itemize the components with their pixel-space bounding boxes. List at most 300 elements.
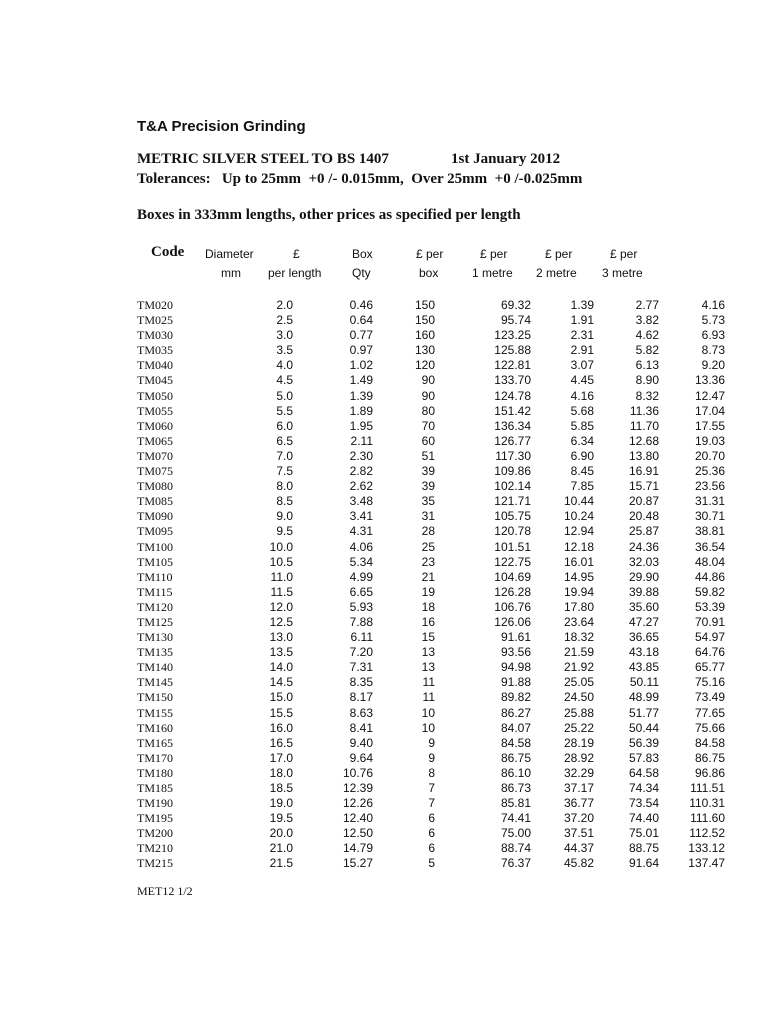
cell-price-per-box: 86.73 [500,781,531,795]
cell-diameter: 18.0 [269,765,293,780]
cell-box-qty: 9 [428,750,435,765]
cell-diameter: 3.5 [276,343,293,358]
cell-diameter: 4.0 [276,358,293,373]
cell-price-per-1m: 3.07 [570,358,594,373]
table-row [137,509,725,524]
cell-price-per-length: 12.50 [342,826,373,841]
cell-diameter: 9.0 [276,509,293,524]
cell-code: TM065 [137,433,173,448]
cell-box-qty: 28 [421,524,435,539]
cell-box-qty: 11 [422,690,435,705]
cell-price-per-length: 3.41 [349,509,373,524]
cell-price-per-length: 2.82 [349,464,373,479]
cell-price-per-length: 8.41 [349,720,373,735]
cell-price-per-box: 126.77 [494,433,531,448]
cell-diameter: 2.5 [276,313,293,328]
cell-price-per-2m: 88.75 [628,841,659,856]
cell-price-per-box: 120.78 [494,524,531,539]
cell-diameter: 6.5 [276,433,293,448]
cell-price-per-3m: 111.60 [690,811,725,826]
cell-diameter: 10.5 [269,554,293,569]
cell-price-per-length: 12.39 [342,781,373,795]
table-row [137,751,725,766]
cell-box-qty: 120 [414,358,435,373]
company-name: T&A Precision Grinding [137,118,306,135]
cell-code: TM025 [137,313,173,328]
cell-diameter: 2.0 [276,298,293,312]
cell-price-per-1m: 6.90 [570,448,594,463]
cell-price-per-3m: 70.91 [694,614,725,629]
cell-price-per-3m: 77.65 [694,705,725,720]
cell-code: TM160 [137,720,173,735]
cell-diameter: 15.5 [269,705,293,720]
table-row [137,358,725,373]
cell-code: TM070 [137,448,173,463]
cell-price-per-3m: 96.86 [694,765,725,780]
cell-price-per-box: 136.34 [494,418,531,433]
table-row [137,675,725,690]
table-row [137,524,725,539]
cell-price-per-2m: 57.83 [628,750,659,765]
table-row [137,434,725,449]
price-table [137,298,725,872]
cell-price-per-2m: 8.32 [635,388,659,403]
cell-price-per-1m: 10.44 [563,494,594,509]
cell-diameter: 8.5 [276,494,293,509]
cell-price-per-2m: 43.85 [628,660,659,675]
cell-price-per-box: 102.14 [494,479,531,494]
cell-price-per-1m: 23.64 [563,614,594,629]
cell-price-per-2m: 39.88 [628,584,659,599]
cell-price-per-length: 0.77 [349,328,373,343]
cell-price-per-2m: 43.18 [628,645,659,660]
cell-price-per-box: 89.82 [500,690,531,705]
cell-price-per-length: 8.35 [349,675,373,690]
cell-price-per-1m: 28.19 [563,735,594,750]
cell-box-qty: 6 [428,841,435,856]
cell-box-qty: 25 [421,539,435,554]
cell-price-per-1m: 17.80 [563,599,594,614]
table-row [137,841,725,856]
cell-price-per-1m: 36.77 [563,796,594,811]
cell-price-per-box: 125.88 [494,343,531,358]
cell-price-per-length: 0.46 [349,298,373,312]
cell-price-per-2m: 50.11 [629,675,659,690]
cell-code: TM075 [137,464,173,479]
cell-price-per-2m: 75.01 [628,826,659,841]
cell-price-per-3m: 8.73 [701,343,725,358]
table-row [137,706,725,721]
cell-price-per-1m: 4.45 [570,373,594,388]
cell-price-per-1m: 25.88 [563,705,594,720]
cell-price-per-2m: 5.82 [635,343,659,358]
cell-price-per-3m: 36.54 [694,539,725,554]
table-row [137,585,725,600]
cell-diameter: 5.5 [276,403,293,418]
table-row [137,811,725,826]
cell-price-per-2m: 32.03 [628,554,659,569]
cell-price-per-length: 1.39 [349,388,373,403]
cell-price-per-1m: 32.29 [563,765,594,780]
cell-price-per-box: 126.28 [494,584,531,599]
cell-price-per-box: 121.71 [494,494,531,509]
cell-price-per-2m: 12.68 [628,433,659,448]
cell-code: TM155 [137,705,173,720]
cell-box-qty: 21 [421,569,435,584]
cell-code: TM020 [137,298,173,312]
cell-price-per-box: 94.98 [500,660,531,675]
cell-price-per-box: 76.37 [500,856,531,871]
table-row [137,736,725,751]
cell-price-per-length: 7.20 [349,645,373,660]
cell-code: TM200 [137,826,173,841]
cell-price-per-2m: 3.82 [635,313,659,328]
cell-diameter: 19.0 [269,796,293,811]
table-row [137,449,725,464]
cell-code: TM085 [137,494,173,509]
cell-price-per-3m: 23.56 [694,479,725,494]
cell-price-per-3m: 64.76 [694,645,725,660]
cell-diameter: 3.0 [276,328,293,343]
cell-price-per-box: 75.00 [500,826,531,841]
page-footer: MET12 1/2 [137,884,193,898]
cell-code: TM145 [137,675,173,690]
cell-price-per-box: 95.74 [500,313,531,328]
cell-diameter: 12.0 [269,599,293,614]
cell-price-per-1m: 44.37 [563,841,594,856]
cell-price-per-2m: 24.36 [628,539,659,554]
cell-price-per-1m: 12.18 [563,539,594,554]
cell-price-per-3m: 38.81 [694,524,725,539]
cell-price-per-box: 85.81 [500,796,531,811]
cell-price-per-1m: 19.94 [563,584,594,599]
cell-diameter: 13.5 [269,645,293,660]
cell-price-per-1m: 21.59 [563,645,594,660]
cell-price-per-1m: 37.20 [563,811,594,826]
cell-price-per-1m: 5.85 [570,418,594,433]
cell-price-per-2m: 29.90 [628,569,659,584]
cell-box-qty: 35 [421,494,435,509]
table-row [137,313,725,328]
cell-code: TM210 [137,841,173,856]
cell-price-per-box: 126.06 [494,614,531,629]
cell-box-qty: 31 [421,509,435,524]
table-row [137,766,725,781]
table-row [137,796,725,811]
cell-box-qty: 70 [421,418,435,433]
cell-price-per-box: 104.69 [494,569,531,584]
cell-code: TM130 [137,630,173,645]
cell-price-per-length: 12.40 [342,811,373,826]
cell-price-per-3m: 17.04 [694,403,725,418]
cell-price-per-length: 7.88 [349,614,373,629]
cell-price-per-1m: 6.34 [570,433,594,448]
table-row [137,600,725,615]
cell-box-qty: 13 [421,660,435,675]
cell-box-qty: 16 [421,614,435,629]
cell-price-per-3m: 137.47 [688,856,725,871]
table-row [137,389,725,404]
cell-price-per-length: 5.34 [349,554,373,569]
cell-price-per-2m: 47.27 [628,614,659,629]
cell-diameter: 13.0 [269,630,293,645]
cell-diameter: 17.0 [269,750,293,765]
header-box: Box [352,247,373,261]
cell-price-per-2m: 11.36 [629,403,659,418]
cell-price-per-length: 1.02 [349,358,373,373]
cell-price-per-2m: 25.87 [628,524,659,539]
cell-price-per-length: 8.17 [349,690,373,705]
cell-price-per-2m: 20.87 [628,494,659,509]
header-per-3m-unit: 3 metre [602,266,643,280]
cell-box-qty: 15 [421,630,435,645]
cell-price-per-box: 109.86 [494,464,531,479]
cell-code: TM100 [137,539,173,554]
cell-code: TM140 [137,660,173,675]
cell-price-per-3m: 17.55 [694,418,725,433]
cell-code: TM180 [137,765,173,780]
cell-box-qty: 80 [421,403,435,418]
cell-price-per-1m: 24.50 [563,690,594,705]
cell-price-per-2m: 4.62 [635,328,659,343]
cell-price-per-3m: 111.51 [690,781,725,795]
cell-box-qty: 39 [421,479,435,494]
cell-price-per-2m: 20.48 [628,509,659,524]
cell-price-per-3m: 86.75 [694,750,725,765]
cell-diameter: 16.5 [269,735,293,750]
cell-box-qty: 130 [414,343,435,358]
cell-price-per-2m: 11.70 [629,418,659,433]
cell-price-per-1m: 10.24 [563,509,594,524]
cell-code: TM190 [137,796,173,811]
cell-price-per-length: 4.99 [349,569,373,584]
cell-price-per-2m: 48.99 [628,690,659,705]
header-per-3m: £ per [610,247,638,261]
cell-price-per-3m: 84.58 [694,735,725,750]
cell-code: TM115 [137,584,173,599]
cell-price-per-box: 88.74 [500,841,531,856]
cell-price-per-box: 101.51 [494,539,531,554]
cell-price-per-2m: 36.65 [628,630,659,645]
cell-price-per-length: 12.26 [342,796,373,811]
cell-price-per-box: 105.75 [494,509,531,524]
cell-diameter: 11.0 [270,569,293,584]
cell-price-per-3m: 54.97 [694,630,725,645]
cell-diameter: 19.5 [269,811,293,826]
table-row [137,721,725,736]
cell-price-per-1m: 16.01 [563,554,594,569]
cell-price-per-length: 2.11 [350,433,373,448]
cell-diameter: 10.0 [269,539,293,554]
cell-price-per-2m: 64.58 [628,765,659,780]
cell-diameter: 15.0 [269,690,293,705]
cell-code: TM215 [137,856,173,871]
cell-price-per-2m: 2.77 [635,298,659,312]
table-row [137,630,725,645]
cell-code: TM135 [137,645,173,660]
cell-price-per-1m: 14.95 [563,569,594,584]
cell-box-qty: 9 [428,735,435,750]
cell-price-per-1m: 37.51 [563,826,594,841]
cell-code: TM105 [137,554,173,569]
cell-code: TM045 [137,373,173,388]
cell-diameter: 21.0 [269,841,293,856]
cell-code: TM185 [137,781,173,795]
cell-price-per-3m: 19.03 [694,433,725,448]
cell-price-per-3m: 53.39 [694,599,725,614]
table-row [137,856,725,871]
cell-code: TM195 [137,811,173,826]
cell-price-per-1m: 5.68 [570,403,594,418]
cell-code: TM120 [137,599,173,614]
document-title: METRIC SILVER STEEL TO BS 1407 [137,151,389,167]
cell-price-per-2m: 56.39 [628,735,659,750]
cell-price-per-1m: 1.91 [570,313,594,328]
cell-price-per-box: 86.75 [500,750,531,765]
cell-code: TM035 [137,343,173,358]
cell-price-per-3m: 4.16 [701,298,725,312]
cell-code: TM060 [137,418,173,433]
table-row [137,373,725,388]
cell-code: TM170 [137,750,173,765]
cell-price-per-3m: 75.66 [694,720,725,735]
cell-code: TM050 [137,388,173,403]
cell-code: TM095 [137,524,173,539]
cell-price-per-3m: 9.20 [701,358,725,373]
cell-code: TM080 [137,479,173,494]
cell-price-per-3m: 59.82 [694,584,725,599]
cell-code: TM165 [137,735,173,750]
cell-box-qty: 150 [414,313,435,328]
header-diameter-unit: mm [221,266,241,280]
cell-price-per-box: 84.58 [500,735,531,750]
cell-price-per-length: 1.49 [349,373,373,388]
table-row [137,328,725,343]
cell-code: TM110 [137,569,173,584]
cell-price-per-length: 1.89 [349,403,373,418]
table-row [137,645,725,660]
table-row [137,343,725,358]
cell-box-qty: 7 [428,781,435,795]
cell-box-qty: 13 [421,645,435,660]
cell-price-per-length: 4.06 [349,539,373,554]
cell-price-per-2m: 50.44 [628,720,659,735]
cell-price-per-1m: 25.22 [563,720,594,735]
cell-box-qty: 18 [421,599,435,614]
cell-diameter: 16.0 [269,720,293,735]
cell-diameter: 4.5 [276,373,293,388]
cell-price-per-box: 74.41 [500,811,531,826]
cell-diameter: 7.0 [276,448,293,463]
cell-price-per-length: 5.93 [349,599,373,614]
cell-price-per-box: 69.32 [500,298,531,312]
header-box-unit: Qty [352,266,371,280]
cell-diameter: 7.5 [276,464,293,479]
cell-price-per-length: 0.97 [349,343,373,358]
cell-diameter: 9.5 [276,524,293,539]
cell-price-per-3m: 75.16 [694,675,725,690]
cell-price-per-length: 6.65 [349,584,373,599]
cell-box-qty: 5 [428,856,435,871]
cell-price-per-2m: 91.64 [628,856,659,871]
header-per-1m-unit: 1 metre [472,266,513,280]
cell-price-per-length: 15.27 [342,856,373,871]
cell-box-qty: 90 [421,388,435,403]
header-code: Code [151,244,185,260]
cell-diameter: 21.5 [269,856,293,871]
table-row [137,690,725,705]
cell-price-per-box: 123.25 [494,328,531,343]
cell-box-qty: 60 [421,433,435,448]
cell-code: TM150 [137,690,173,705]
cell-price-per-box: 84.07 [500,720,531,735]
cell-price-per-length: 10.76 [342,765,373,780]
table-row [137,555,725,570]
cell-price-per-length: 2.30 [349,448,373,463]
cell-price-per-3m: 20.70 [694,448,725,463]
cell-price-per-box: 106.76 [494,599,531,614]
cell-price-per-length: 8.63 [349,705,373,720]
tolerances-line: Tolerances: Up to 25mm +0 /- 0.015mm, Over 25mm +0 /-0.025mm [137,171,583,187]
cell-price-per-3m: 13.36 [694,373,725,388]
cell-box-qty: 6 [428,826,435,841]
cell-price-per-2m: 8.90 [635,373,659,388]
table-row [137,540,725,555]
cell-price-per-length: 9.40 [349,735,373,750]
cell-code: TM055 [137,403,173,418]
table-row [137,781,725,796]
cell-diameter: 18.5 [269,781,293,795]
cell-box-qty: 90 [421,373,435,388]
boxes-note: Boxes in 333mm lengths, other prices as specified per length [137,207,521,223]
cell-price-per-3m: 6.93 [701,328,725,343]
cell-price-per-box: 122.81 [494,358,531,373]
cell-price-per-3m: 112.52 [689,826,725,841]
cell-box-qty: 11 [422,675,435,690]
table-row [137,464,725,479]
cell-box-qty: 6 [428,811,435,826]
cell-price-per-length: 7.31 [349,660,373,675]
cell-price-per-3m: 73.49 [694,690,725,705]
cell-code: TM090 [137,509,173,524]
cell-box-qty: 150 [414,298,435,312]
table-row [137,494,725,509]
cell-price-per-length: 0.64 [349,313,373,328]
cell-price-per-2m: 6.13 [635,358,659,373]
cell-price-per-1m: 45.82 [563,856,594,871]
cell-diameter: 20.0 [269,826,293,841]
table-row [137,298,725,313]
cell-price-per-1m: 1.39 [570,298,594,312]
cell-price-per-length: 2.62 [349,479,373,494]
header-per-1m: £ per [480,247,508,261]
cell-price-per-length: 1.95 [349,418,373,433]
cell-diameter: 8.0 [276,479,293,494]
cell-price-per-box: 86.10 [500,765,531,780]
cell-price-per-1m: 25.05 [563,675,594,690]
cell-price-per-3m: 44.86 [694,569,725,584]
cell-price-per-box: 122.75 [494,554,531,569]
cell-price-per-1m: 2.31 [570,328,594,343]
cell-box-qty: 10 [421,705,435,720]
cell-price-per-3m: 25.36 [694,464,725,479]
header-per-2m: £ per [545,247,573,261]
cell-price-per-box: 124.78 [494,388,531,403]
cell-price-per-box: 91.61 [500,630,531,645]
cell-box-qty: 10 [421,720,435,735]
cell-diameter: 11.5 [270,584,293,599]
cell-price-per-box: 151.42 [494,403,531,418]
